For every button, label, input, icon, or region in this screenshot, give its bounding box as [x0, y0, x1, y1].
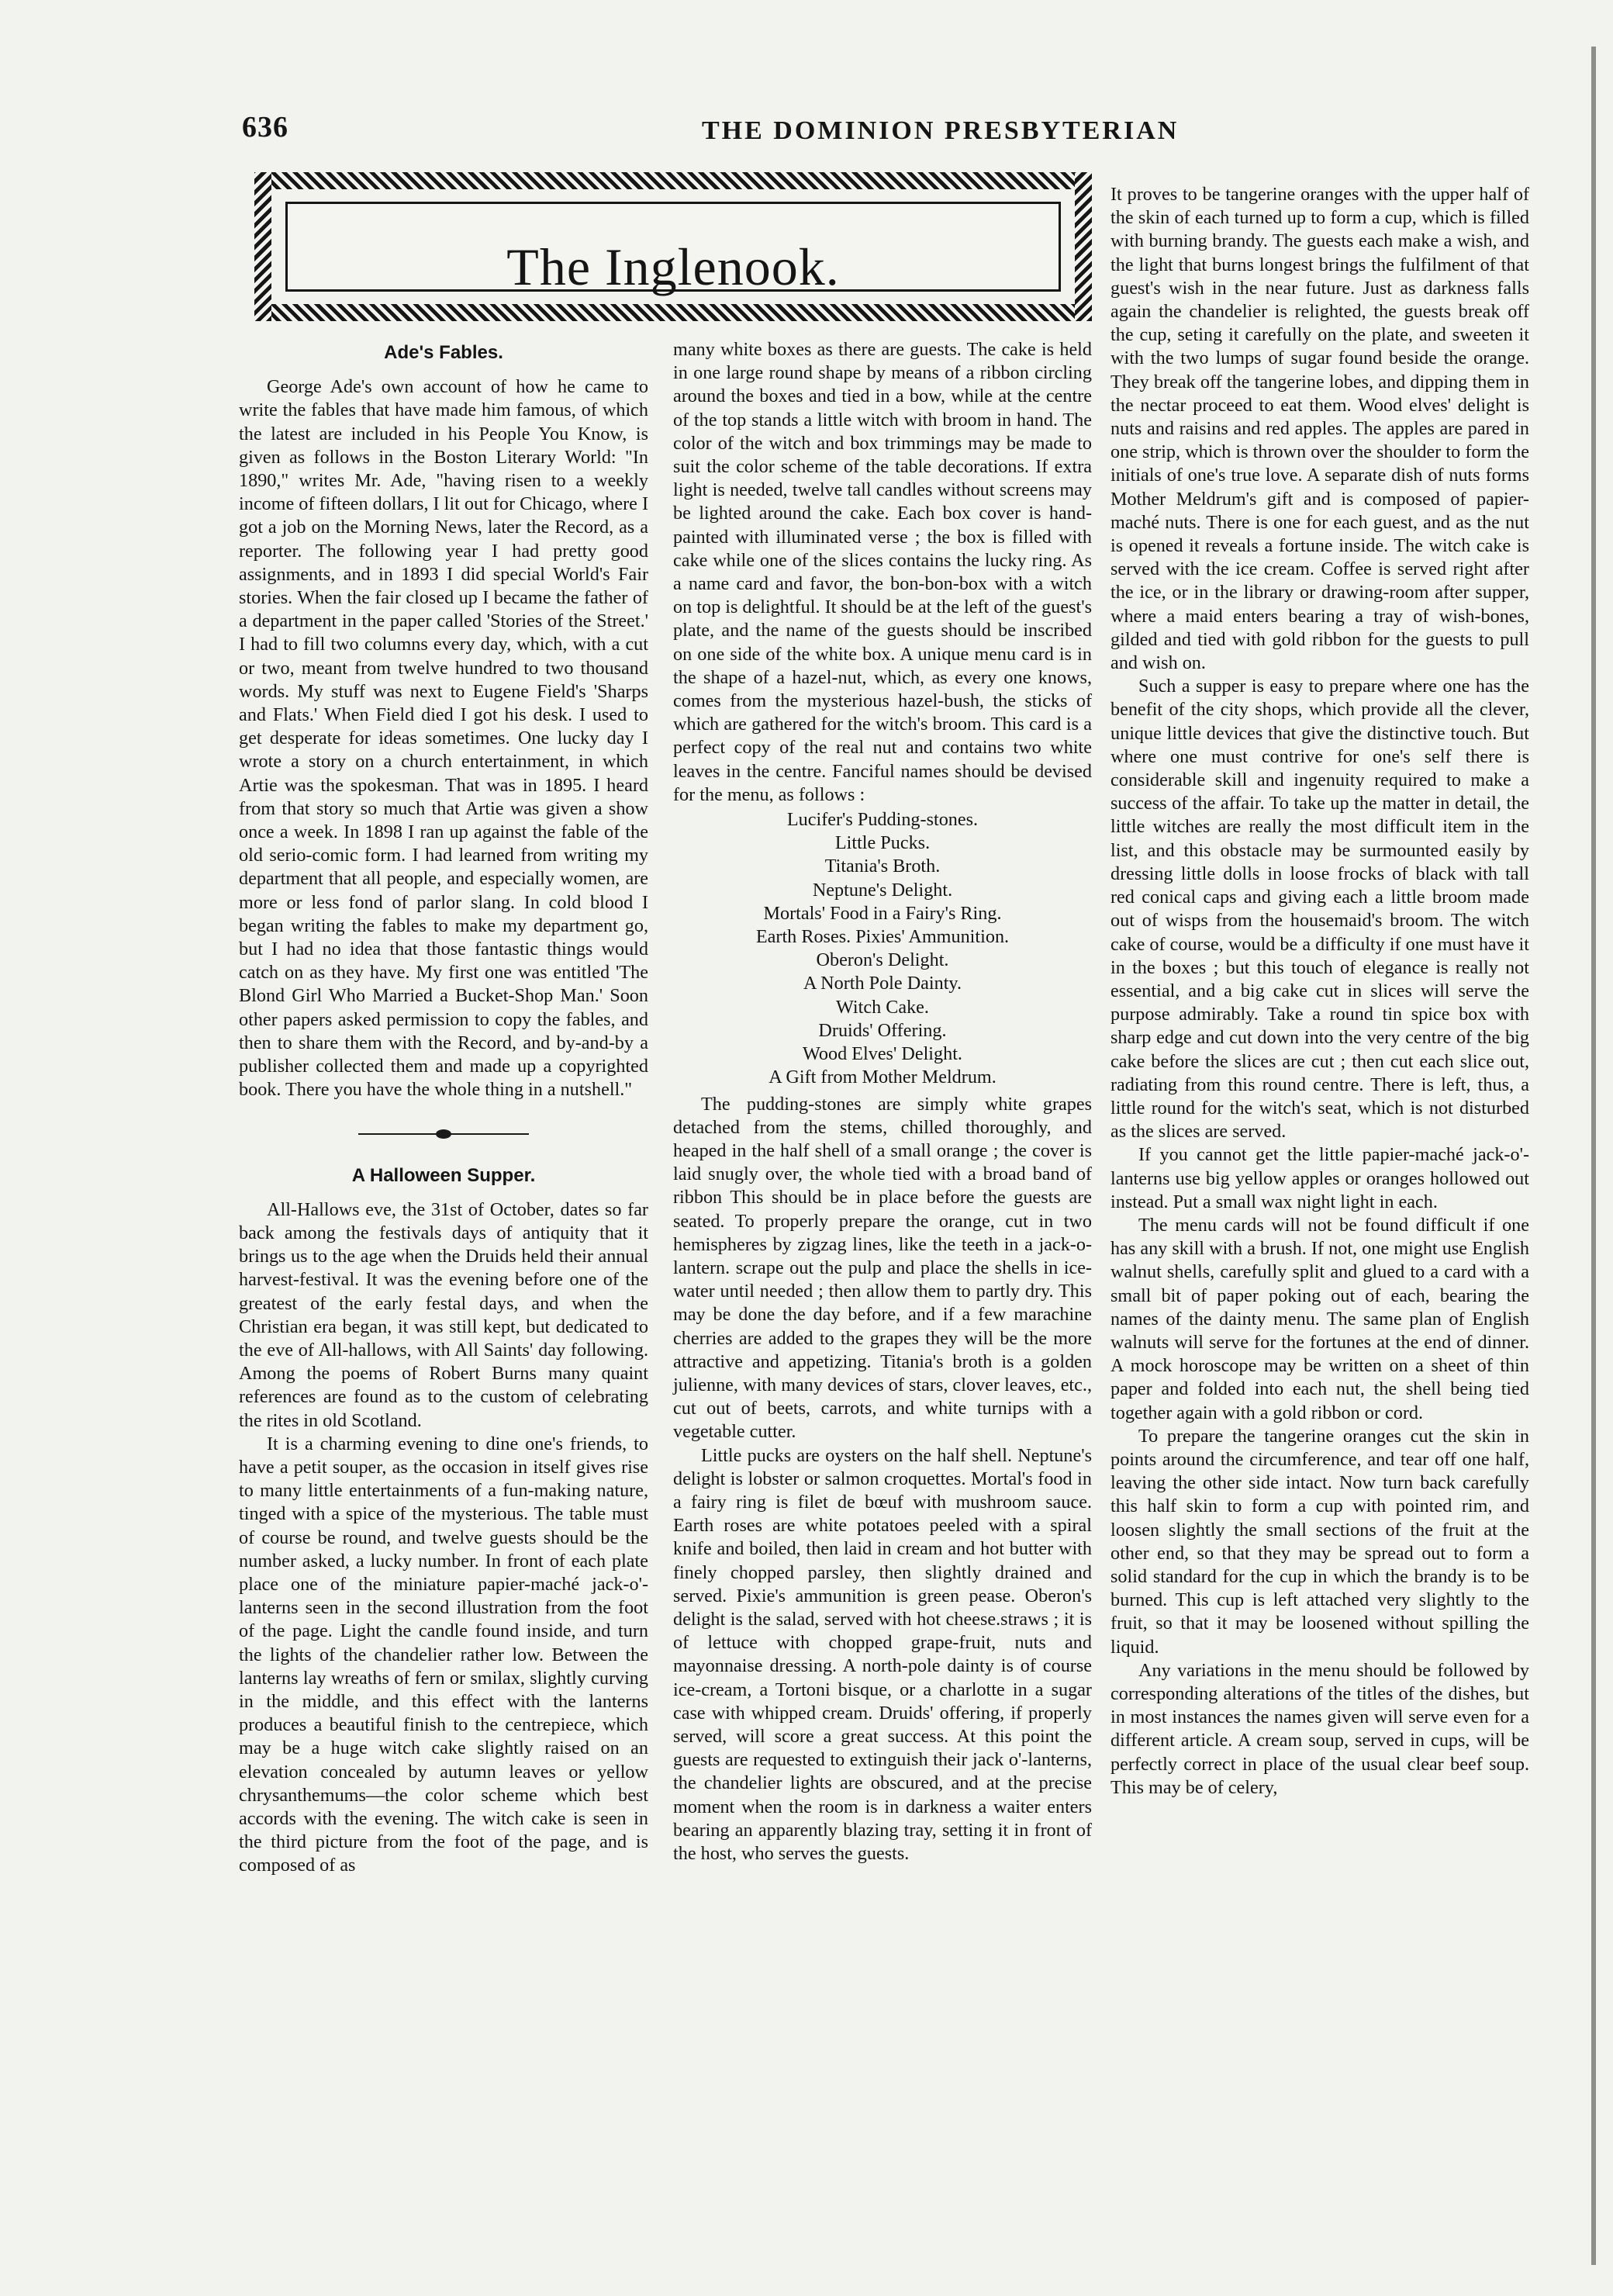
- column-2: [673, 338, 1092, 2296]
- menu-item: Wood Elves' Delight.: [803, 1043, 962, 1065]
- ornamental-border-top: [254, 172, 1092, 189]
- column-3: [1110, 183, 1529, 2296]
- running-head: THE DOMINION PRESBYTERIAN: [702, 116, 1180, 145]
- section-header-box: [254, 172, 1092, 321]
- article-paragraph: If you cannot get the little papier-maché jack-o'-lanterns use big yellow apples or oranges hollowed out instead. Put a small wax night light in each.: [1110, 1144, 1529, 1212]
- menu-item: Druids' Offering.: [818, 1019, 947, 1041]
- section-divider: [358, 1129, 529, 1139]
- section-title: The Inglenook.: [506, 237, 840, 296]
- article-paragraph: Such a supper is easy to prepare where one has the benefit of the city shops, which provide all the clever, unique little devices that give the distinctive touch. But where one must contrive for one's self there is considerable skill and ingenuity required to make a success of the affair. To take up the matter in detail, the little witches are really the most difficult item in the list, and this obstacle may be surmounted easily by dressing little dolls in loose frocks of black with tall red conical caps and giving each a little broom made out of wisps from the housemaid's broom. The witch cake of course, would be a difficulty if one must have it in the boxes ; but this touch of elegance is really not essential, and a big cake cut in slices will serve the purpose admirably. Take a round tin spice box with sharp edge and cut down into the very centre of the big cake before the slices are cut ; then cut each slice out, radiating from this round centre. There is left, thus, a little round for the witch's seat, which is not disturbed as the slices are served.: [1110, 676, 1529, 1143]
- column-1: [239, 338, 648, 2296]
- menu-item: A North Pole Dainty.: [803, 973, 962, 994]
- article-paragraph: many white boxes as there are guests. The cake is held in one large round shape by means of a ribbon circling around the boxes and tied in a bow, while at the centre of the top stands a little witch with broom in hand. The color of the witch and box trimmings may be made to suit the color scheme of the table decorations. If extra light is needed, twelve tall candles without screens may be lighted around the cake. Each box cover is hand-painted with illuminated verse ; the box is filled with cake while one of the slices contains the lucky ring. As a name card and favor, the bon-bon-box with a witch on top is delightful. It should be at the left of the guest's plate, and the name of the guests should be inscribed on one side of the white box. A unique menu card is in the shape of a hazel-nut, which, as every one knows, comes from the mysterious hazel-bush, the sticks of which are gathered for the witch's broom. This card is a perfect copy of the real nut and contains two white leaves in the centre. Fanciful names should be devised for the menu, as follows :: [673, 339, 1092, 805]
- menu-item: A Gift from Mother Meldrum.: [769, 1067, 996, 1088]
- menu-item: Lucifer's Pudding-stones.: [786, 809, 979, 831]
- menu-item: Little Pucks.: [834, 832, 931, 854]
- article-paragraph: Little pucks are oysters on the half shell. Neptune's delight is lobster or salmon croquettes. Mortal's food in a fairy ring is filet de bœuf with mushroom sauce. Earth roses are white potatoes peeled with a spiral knife and boiled, then laid in cream and hot butter with finely chopped parsley, then slightly drained and served. Pixie's ammunition is green pease. Oberon's delight is the salad, served with hot cheese.straws ; it is of lettuce with chopped grape-fruit, nuts and mayonnaise dressing. A north-pole dainty is of course ice-cream, a Tortoni bisque, or a charlotte in a sugar case with whipped cream. Druids' offering, if properly served, will score a great success. At this point the guests are requested to extinguish their jack o'-lanterns, the chandelier lights are obscured, and at the precise moment when the room is in darkness a waiter enters bearing an apparently blazing tray, setting it in front of the host, who serves the guests.: [673, 1444, 1092, 1864]
- ornamental-border-bottom: [254, 304, 1092, 321]
- article-heading-ades-fables: Ade's Fables.: [384, 342, 503, 363]
- menu-item: Neptune's Delight.: [812, 879, 953, 901]
- article-paragraph: The pudding-stones are simply white grapes detached from the stems, chilled thoroughly, and heaped in the half shell of a small orange ; the cover is laid snugly over, the whole tied with a broad band of ribbon This should be in place before the guests are seated. To properly prepare the orange, cut in two hemispheres by zigzag lines, like the teeth in a jack-o-lantern. scrape out the pulp and place the shells in ice-water until needed ; then allow them to partly dry. This may be done the day before, and if a few marachine cherries are added to the grapes they will be the more attractive and appetizing. Titania's broth is a golden julienne, with many devices of stars, clover leaves, etc., cut out of beets, carrots, and white turnips with a vegetable cutter.: [673, 1093, 1092, 1443]
- menu-item: Witch Cake.: [836, 996, 929, 1018]
- section-title-frame: [285, 202, 1061, 296]
- article-paragraph: All-Hallows eve, the 31st of October, dates so far back among the festivals days of antiquity that it brings us to the age when the Druids held their annual harvest-festival. It was the evening before one of the greatest of the early festal days, and when the Christian era began, it was still kept, but dedicated to the eve of All-hallows, with All Saints' day following. Among the poems of Robert Burns many quaint references are found as to the custom of celebrating the rites in old Scotland.: [239, 1198, 648, 1431]
- menu-item: Oberon's Delight.: [816, 949, 949, 971]
- menu-list: [673, 808, 1092, 1089]
- ornamental-border-right: [1075, 172, 1092, 321]
- page-number: 636: [242, 111, 288, 144]
- article-paragraph: Any variations in the menu should be followed by corresponding alterations of the titles of the dishes, but in most instances the names given will serve even for a different article. A cream soup, served in cups, will be perfectly correct in place of the usual clear beef soup. This may be of celery,: [1110, 1659, 1529, 1798]
- page-edge-rule: [1591, 47, 1596, 2265]
- article-paragraph: George Ade's own account of how he came to write the fables that have made him famous, of which the latest are included in his People You Know, is given as follows in the Boston Literary World: "In 1890," writes Mr. Ade, "having risen to a weekly income of fifteen dollars, I lit out for Chicago, where I got a job on the Morning News, later the Record, as a reporter. The following year I had pretty good assignments, and in 1893 I did special World's Fair stories. When the fair closed up I became the father of a department in the paper called 'Stories of the Street.' I had to fill two columns every day, which, with a cut or two, meant from twelve hundred to two thousand words. My stuff was next to Eugene Field's 'Sharps and Flats.' When Field died I got his desk. I used to get desperate for ideas sometimes. One lucky day I wrote a story on a church entertainment, in which Artie was the spokesman. That was in 1895. I heard from that story so much that Artie was given a show once a week. In 1898 I ran up against the fable of the old serio-comic form. I had learned from writing my department that all people, and especially women, are more or less fond of parlor slang. In cold blood I began writing the fables to make my department go, but I had no idea that those fantastic things would catch on as they have. My first one was entitled 'The Blond Girl Who Married a Bucket-Shop Man.' Soon other papers asked permission to copy the fables, and then to share them with the Record, and by-and-by a publisher collected them and made up a copyrighted book. There you have the whole thing in a nutshell.": [239, 376, 648, 1101]
- menu-item: Mortals' Food in a Fairy's Ring.: [763, 902, 1002, 924]
- article-paragraph: To prepare the tangerine oranges cut the skin in points around the circumference, and tear off one half, leaving the other side intact. Now turn back carefully this half skin to form a cup with pointed rim, and loosen slightly the small sections of the fruit at the other end, so that they may be spread out to form a solid standard for the cup in which the brandy is to be burned. This cup is left attached very slightly to the fruit, so that it may be loosened without spilling the liquid.: [1110, 1425, 1529, 1658]
- article-paragraph: It is a charming evening to dine one's friends, to have a petit souper, as the occasion in itself gives rise to many little entertainments of a fun-making nature, tinged with a spice of the mysterious. The table must of course be round, and twelve guests should be the number asked, a lucky number. In front of each plate place one of the miniature papier-maché jack-o'-lanterns seen in the second illustration from the foot of the page. Light the candle found inside, and turn the lights of the chandelier rather low. Between the lanterns lay wreaths of fern or smilax, slightly curving in the middle, and this effect with the lanterns produces a beautiful finish to the centrepiece, which may be a huge witch cake slightly raised on an elevation concealed by autumn leaves or yellow chrysanthemums—the color scheme which best accords with the evening. The witch cake is seen in the third picture from the foot of the page, and is composed of as: [239, 1433, 648, 1876]
- divider-ornament: [436, 1129, 451, 1139]
- ornamental-border-left: [254, 172, 271, 321]
- menu-item: Titania's Broth.: [824, 856, 941, 877]
- menu-item: Earth Roses. Pixies' Ammunition.: [755, 926, 1010, 948]
- article-heading-halloween-supper: A Halloween Supper.: [351, 1164, 536, 1186]
- article-paragraph: The menu cards will not be found difficult if one has any skill with a brush. If not, one might use English walnut shells, carefully split and glued to a card with a small bit of paper poking out of each, bearing the names of the dainty menu. The same plan of English walnuts will serve for the fortunes at the end of dinner. A mock horoscope may be written on a sheet of thin paper and folded into each nut, the shell being tied together again with a gold ribbon or cord.: [1110, 1214, 1529, 1423]
- article-paragraph: It proves to be tangerine oranges with the upper half of the skin of each turned up to form a cup, which is filled with burning brandy. The guests each make a wish, and the light that burns longest brings the fulfilment of that guest's wish in the near future. Just as darkness falls again the chandelier is relighted, the guests break off the cup, seting it carefully on the plate, and sweeten it with the two lumps of sugar found beside the orange. They break off the tangerine lobes, and dipping them in the nectar proceed to eat them. Wood elves' delight is nuts and raisins and red apples. The apples are pared in one strip, which is thrown over the shoulder to form the initials of one's true love. A separate dish of nuts forms Mother Meldrum's gift and is composed of papier-maché nuts. There is one for each guest, and as the nut is opened it reveals a fortune inside. The witch cake is served with the ice cream. Coffee is served right after the ice, or in the library or drawing-room after supper, where a maid enters bearing a tray of wish-bones, gilded and tied with gold ribbon for the guests to pull and wish on.: [1110, 184, 1529, 674]
